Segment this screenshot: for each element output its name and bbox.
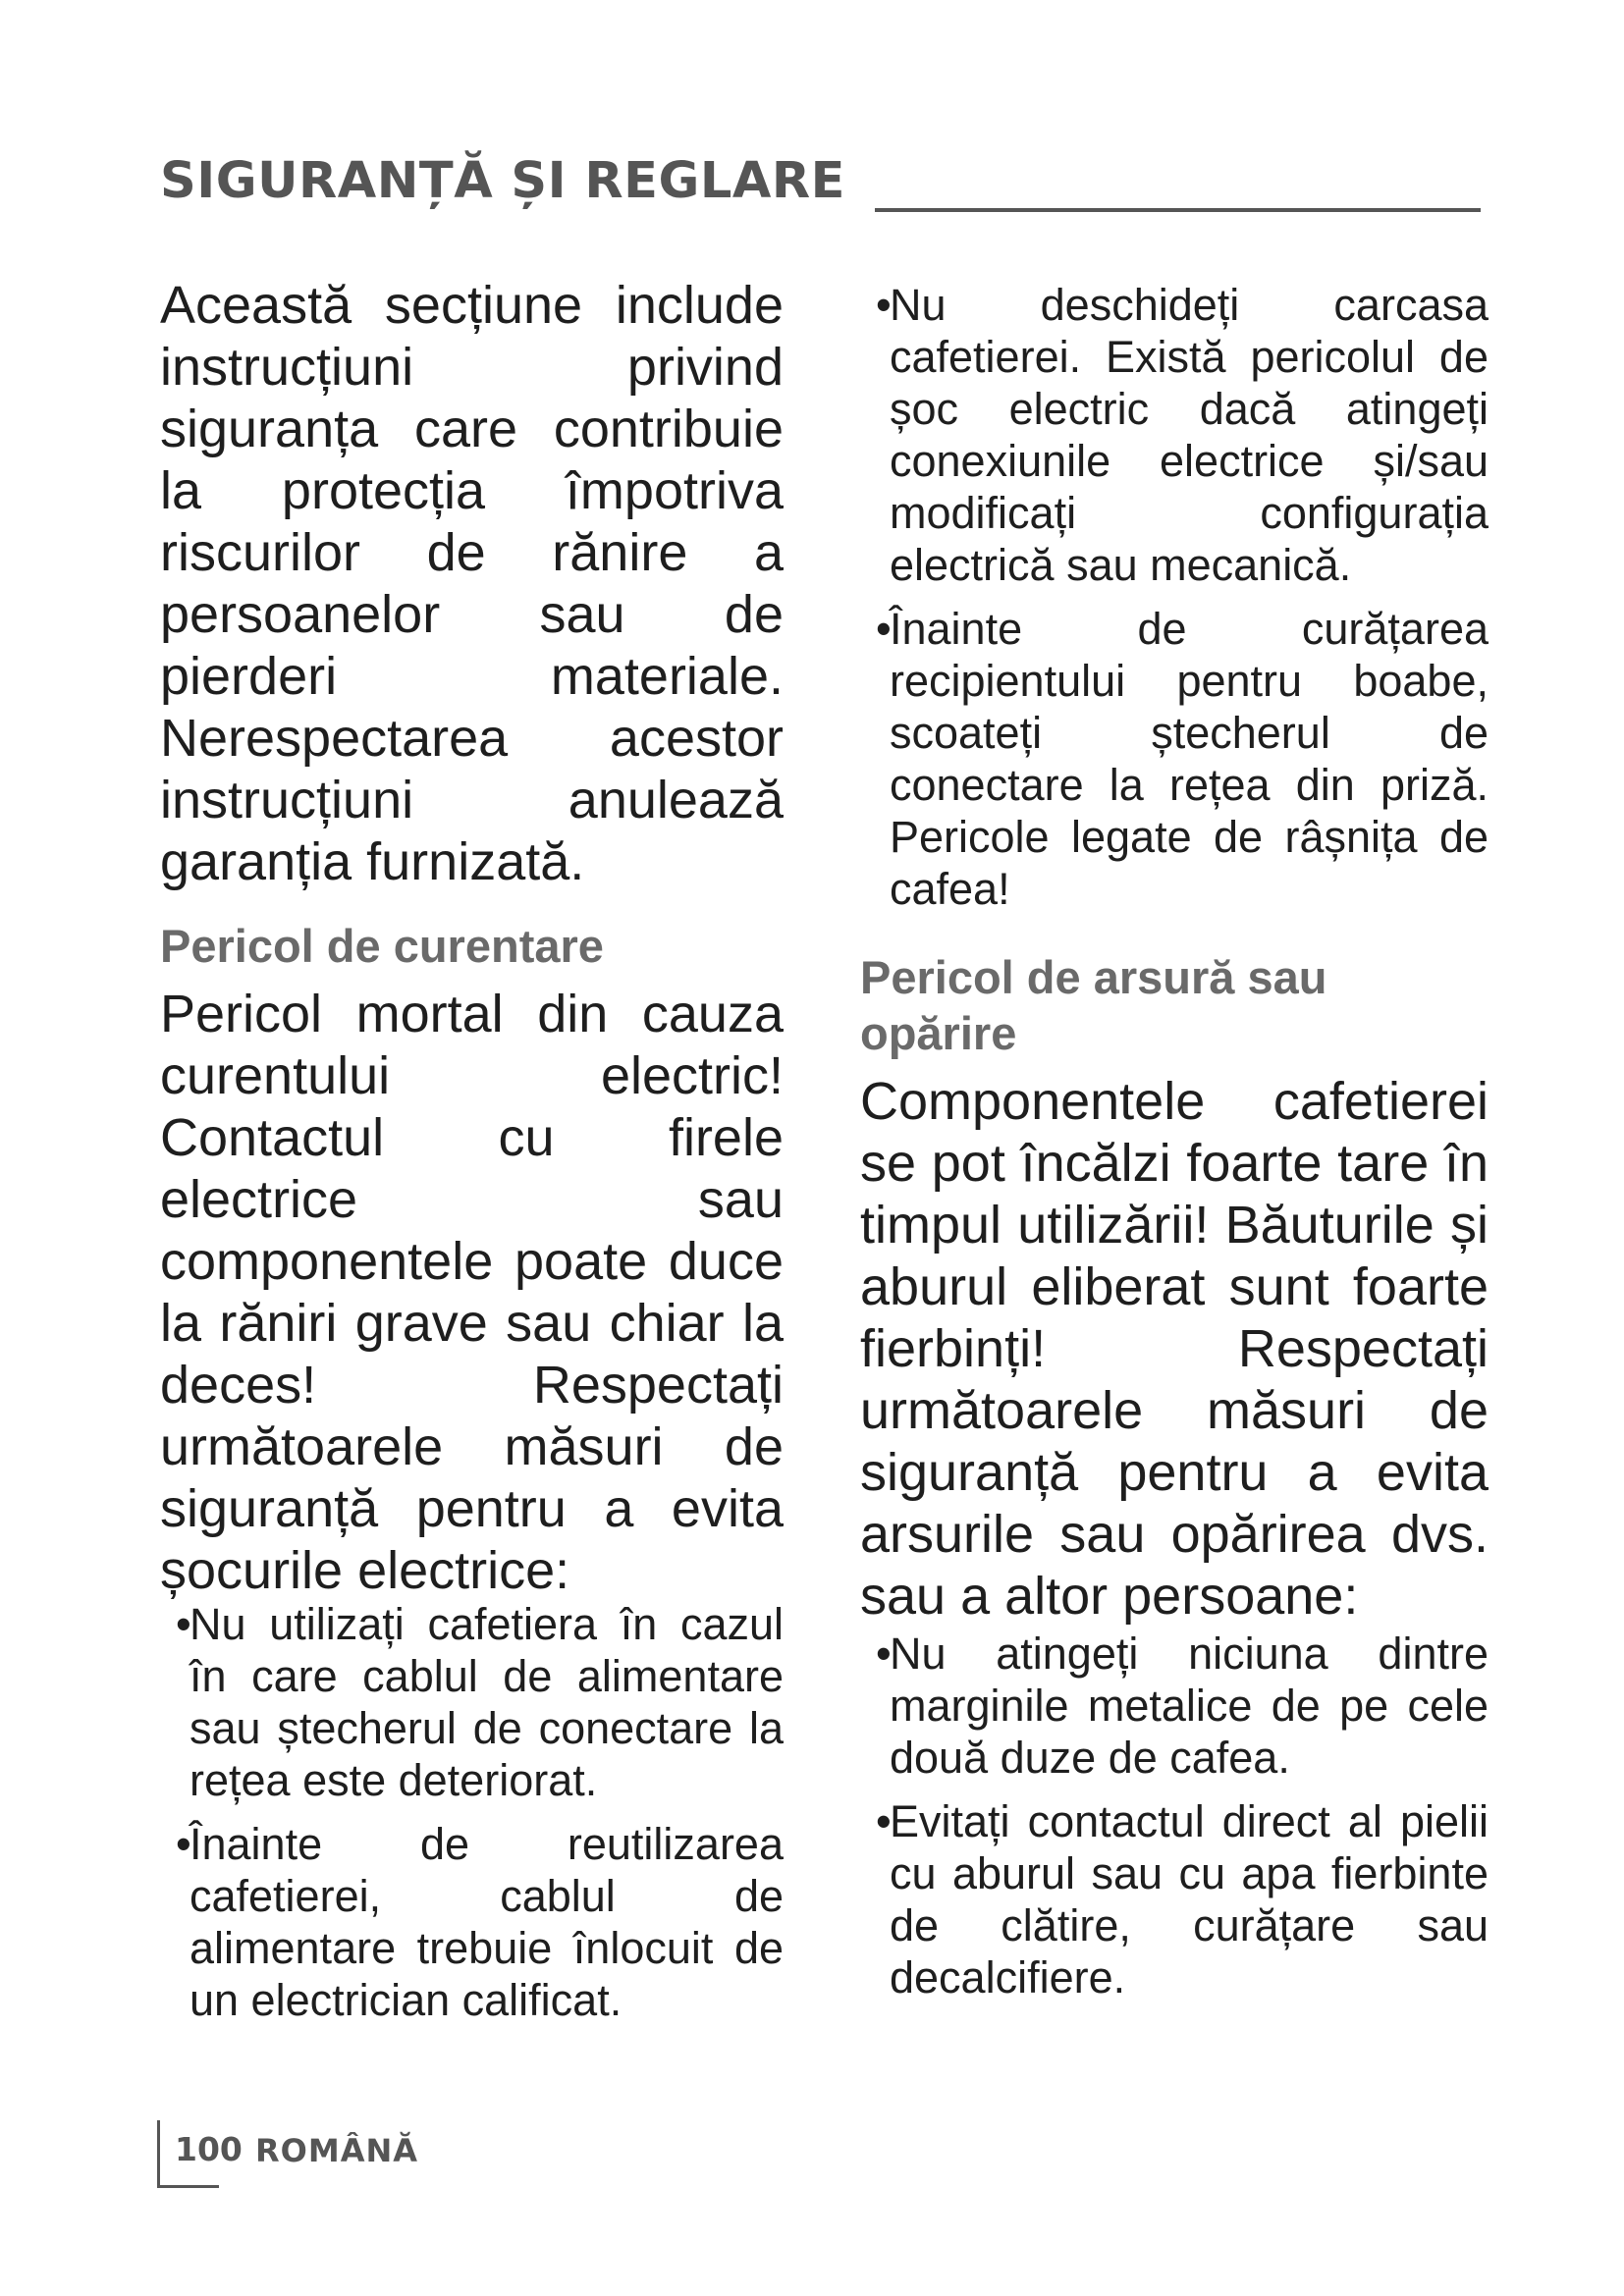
intro-paragraph: Această secțiune include instrucțiuni privind siguranța care contribuie la protecția împotriva riscurilor de rănire a persoanelor sau de pierderi materiale. Nerespectarea acestor instrucțiuni anulează garanția furnizată. [160, 276, 784, 891]
list-item: • Nu deschideți carcasa cafetierei. Există pericolul de șoc electric dacă atingeți conexiunile electrice și/sau modificați configurația electrică sau mecanică. [890, 279, 1489, 591]
section-title-burn: Pericol de arsură sau opărire [860, 951, 1327, 1059]
left-column [160, 275, 784, 2026]
list-item: • Înainte de reutilizarea cafetierei, cablul de alimentare trebuie înlocuit de un electrician calificat. [189, 1818, 784, 2026]
page-header [160, 147, 1481, 216]
list-item: • Nu utilizați cafetiera în cazul în care cablul de alimentare sau ștecherul de conectare la rețea este deteriorat. [189, 1598, 784, 1806]
burn-warning: Componentele cafetierei se pot încălzi foarte tare în timpul utilizării! Băuturile și aburul eliberat sunt foarte fierbinți! Respectați următoarele măsuri de siguranță pentru a evita arsurile sau opărirea dvs. sau a altor persoane: [860, 1072, 1489, 1626]
page-title: SIGURANȚĂ ȘI REGLARE [160, 152, 845, 210]
page-number: 100 [175, 2130, 243, 2168]
list-item: • Evitați contactul direct al pielii cu aburul sau cu apa fierbinte de clătire, curățare sau decalcifiere. [890, 1795, 1489, 2003]
electric-bullet-list-continued [860, 279, 1489, 915]
page-footer [157, 2120, 550, 2189]
list-item: • Nu atingeți niciuna dintre marginile metalice de pe cele două duze de cafea. [890, 1628, 1489, 1784]
list-item: • Înainte de curățarea recipientului pentru boabe, scoateți ștecherul de conectare la rețea din priză. Pericole legate de râșnița de cafea! [890, 603, 1489, 915]
electric-warning: Pericol mortal din cauza curentului electric! Contactul cu firele electrice sau componentele poate duce la răniri grave sau chiar la deces! Respectați următoarele măsuri de siguranță pentru a evita șocurile electrice: [160, 985, 784, 1600]
language-label: ROMÂNĂ [255, 2132, 418, 2169]
right-column [860, 279, 1489, 2003]
burn-bullet-list [860, 1628, 1489, 2003]
header-rule [875, 208, 1481, 212]
electric-bullet-list [160, 1598, 784, 2026]
section-title-electric: Pericol de curentare [160, 920, 604, 972]
